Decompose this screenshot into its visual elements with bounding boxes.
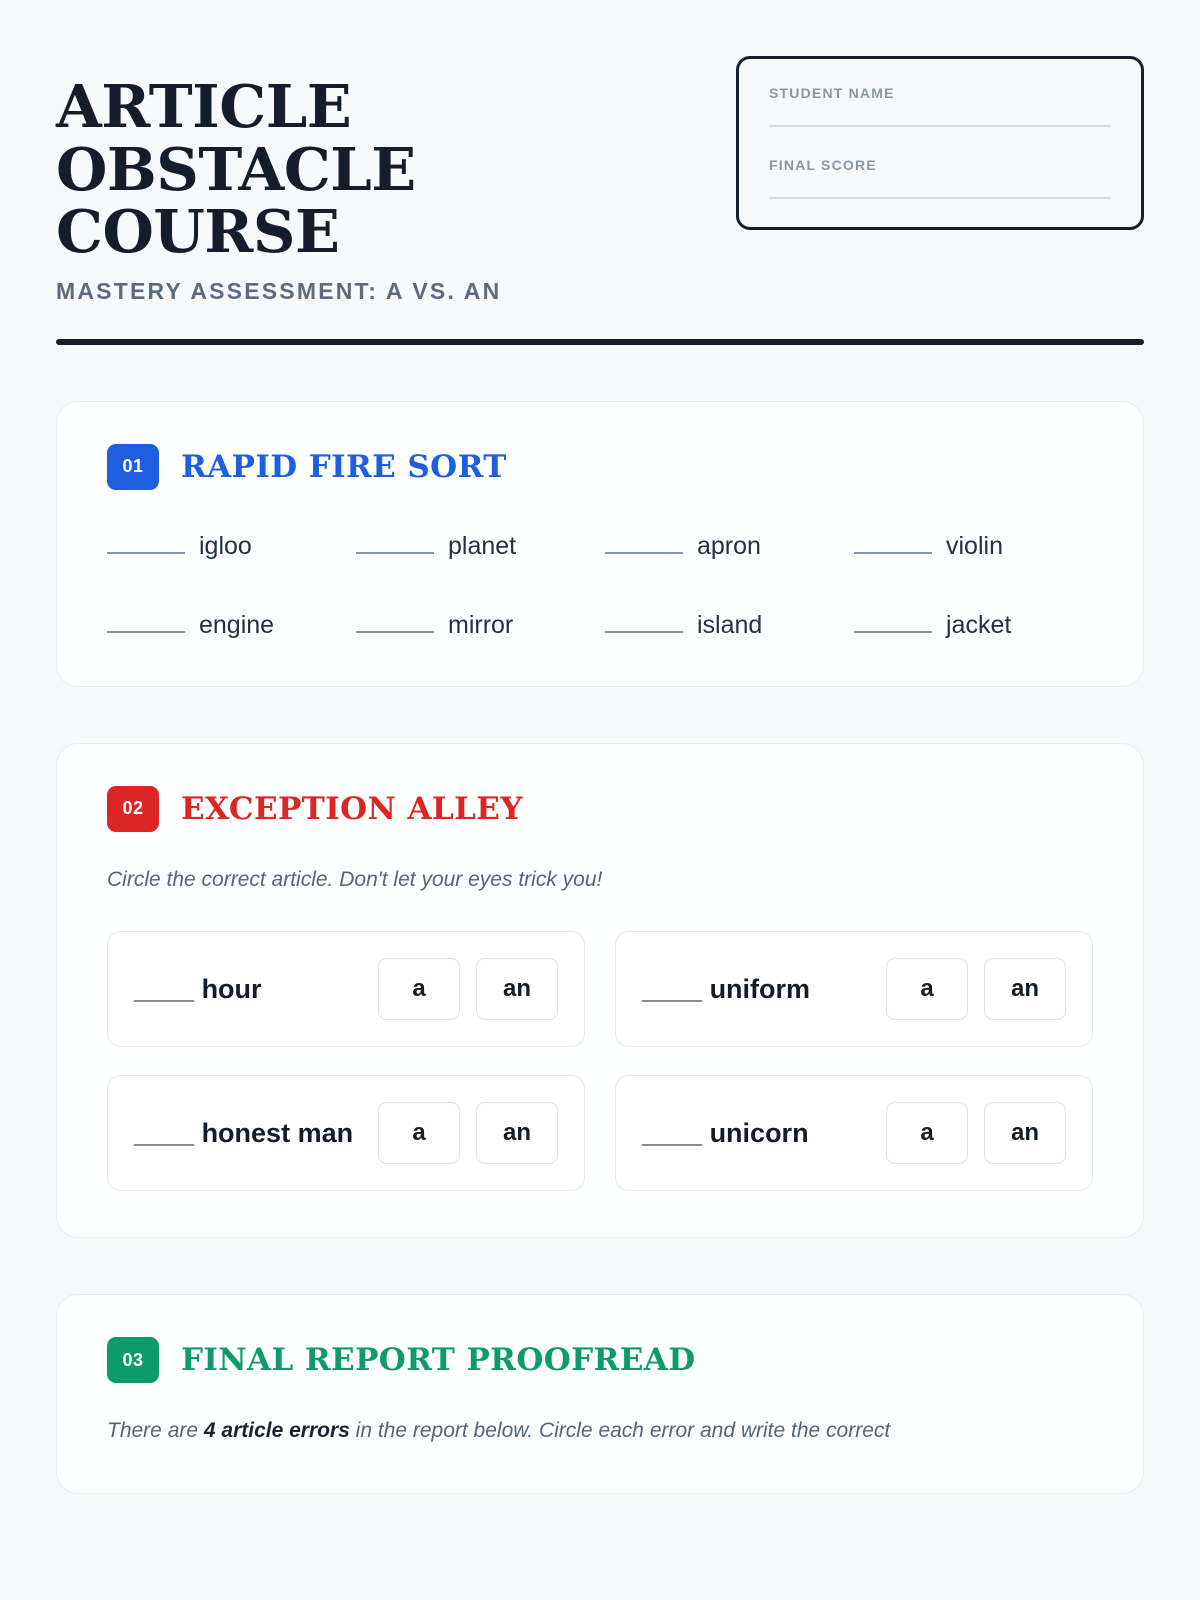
- section-title: EXCEPTION ALLEY: [181, 790, 523, 827]
- choice-an-button[interactable]: an: [984, 958, 1066, 1020]
- list-item: [107, 532, 346, 561]
- header-divider: [56, 339, 1144, 345]
- title-block: [56, 56, 676, 305]
- exception-item: [107, 1075, 585, 1191]
- choice-an-button[interactable]: an: [476, 958, 558, 1020]
- choice-a-button[interactable]: a: [378, 958, 460, 1020]
- choice-group: [378, 1102, 558, 1164]
- section-final-report-proofread: [56, 1294, 1144, 1494]
- word-grid: [107, 532, 1093, 640]
- section-rapid-fire-sort: [56, 401, 1144, 687]
- choice-an-button[interactable]: an: [476, 1102, 558, 1164]
- list-item: [854, 532, 1093, 561]
- word-label: violin: [946, 531, 1003, 560]
- choice-group: [378, 958, 558, 1020]
- choice-a-button[interactable]: a: [886, 958, 968, 1020]
- word-label: igloo: [199, 531, 252, 560]
- exception-item: [615, 1075, 1093, 1191]
- choice-group: [886, 958, 1066, 1020]
- list-item: [356, 532, 595, 561]
- exception-phrase: ____ unicorn: [642, 1117, 809, 1148]
- answer-blank[interactable]: [854, 532, 932, 554]
- score-box: [736, 56, 1144, 230]
- word-label: apron: [697, 531, 761, 560]
- answer-blank[interactable]: [605, 611, 683, 633]
- word-label: engine: [199, 610, 275, 639]
- section-header: [107, 786, 1093, 832]
- section-title: RAPID FIRE SORT: [181, 448, 507, 485]
- instruction-error-count: 4 article errors: [203, 1419, 350, 1443]
- instruction-text-pre: There are: [107, 1419, 204, 1443]
- answer-blank[interactable]: [854, 611, 932, 633]
- final-score-input[interactable]: [769, 197, 1111, 199]
- list-item: [605, 611, 844, 640]
- word-label: island: [697, 610, 763, 639]
- section-number-badge: 02: [107, 786, 159, 832]
- word-label: jacket: [946, 610, 1012, 639]
- student-name-input[interactable]: [769, 125, 1111, 127]
- answer-blank[interactable]: [107, 611, 185, 633]
- answer-blank[interactable]: [356, 611, 434, 633]
- section-instruction: [107, 1415, 1093, 1447]
- section-number-badge: 03: [107, 1337, 159, 1383]
- section-exception-alley: [56, 743, 1144, 1239]
- section-number-badge: 01: [107, 444, 159, 490]
- worksheet-header: [56, 56, 1144, 305]
- answer-blank[interactable]: [107, 532, 185, 554]
- page-subtitle: MASTERY ASSESSMENT: A VS. AN: [56, 277, 502, 304]
- list-item: [356, 611, 595, 640]
- list-item: [605, 532, 844, 561]
- final-score-label: FINAL SCORE: [769, 157, 877, 173]
- instruction-text-post: in the report below. Circle each error and write the correct: [349, 1419, 891, 1443]
- student-name-label: STUDENT NAME: [769, 85, 895, 101]
- section-header: [107, 1337, 1093, 1383]
- exception-phrase: ____ honest man: [134, 1117, 354, 1148]
- choice-group: [886, 1102, 1066, 1164]
- word-label: mirror: [448, 610, 514, 639]
- choice-a-button[interactable]: a: [378, 1102, 460, 1164]
- choice-an-button[interactable]: an: [984, 1102, 1066, 1164]
- exception-grid: [107, 931, 1093, 1191]
- section-header: [107, 444, 1093, 490]
- answer-blank[interactable]: [605, 532, 683, 554]
- list-item: [854, 611, 1093, 640]
- list-item: [107, 611, 346, 640]
- exception-phrase: ____ hour: [134, 973, 262, 1004]
- answer-blank[interactable]: [356, 532, 434, 554]
- word-label: planet: [448, 531, 517, 560]
- exception-item: [107, 931, 585, 1047]
- exception-phrase: ____ uniform: [642, 973, 811, 1004]
- page-title: ARTICLE OBSTACLE COURSE: [56, 72, 416, 267]
- exception-item: [615, 931, 1093, 1047]
- section-instruction: Circle the correct article. Don't let your eyes trick you!: [107, 867, 603, 891]
- section-title: FINAL REPORT PROOFREAD: [181, 1342, 696, 1379]
- choice-a-button[interactable]: a: [886, 1102, 968, 1164]
